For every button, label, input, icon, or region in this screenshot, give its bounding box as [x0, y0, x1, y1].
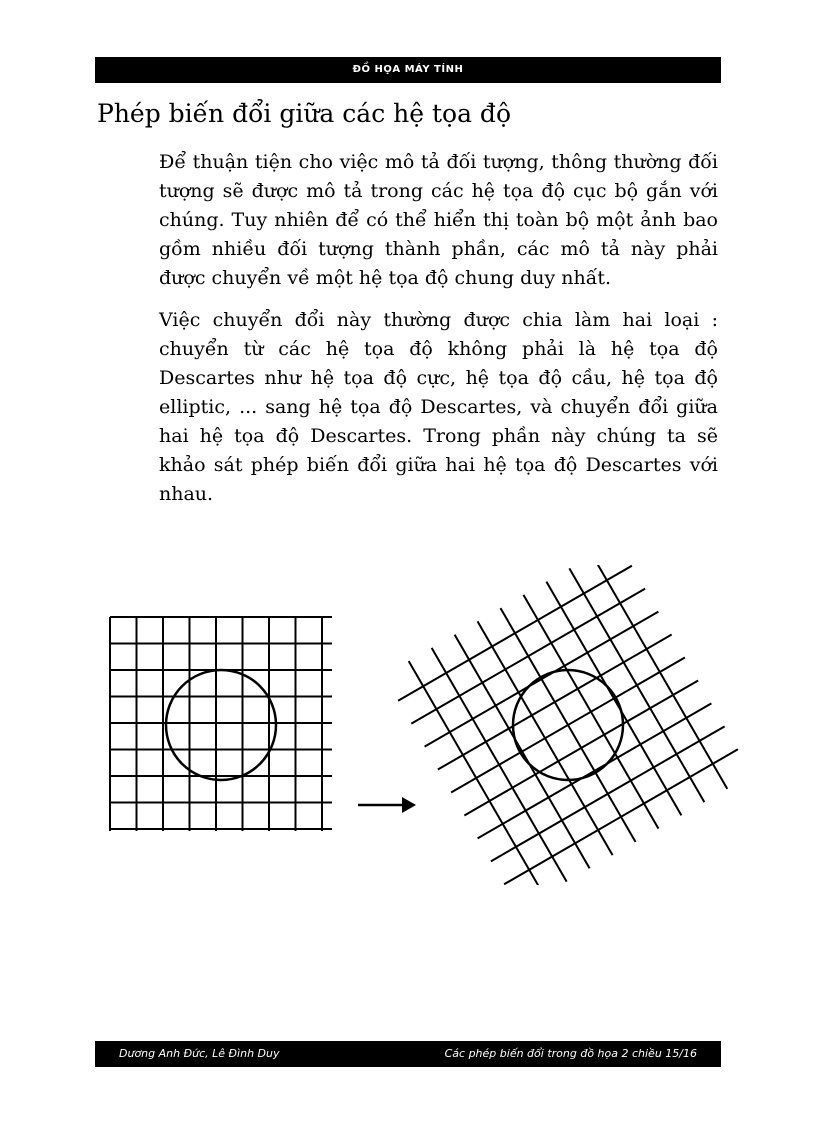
- body-text: [159, 148, 718, 522]
- footer-authors: Dương Anh Đức, Lê Đình Duy: [119, 1047, 280, 1060]
- footer-chapter: Các phép biến đổi trong đồ họa 2 chiều 15/16: [444, 1047, 697, 1060]
- rotated-grid-line-b: [411, 589, 645, 724]
- section-title: Phép biến đổi giữa các hệ tọa độ: [97, 99, 511, 128]
- rotated-grid-icon: [398, 565, 738, 885]
- rotated-grid-line-b: [451, 658, 685, 793]
- page-header: [95, 57, 721, 83]
- cartesian-grid-icon: [110, 617, 332, 831]
- rotated-grid-line-b: [398, 566, 632, 701]
- figure-canvas: [100, 565, 740, 885]
- rotated-grid-line-b: [491, 726, 725, 861]
- rotated-grid-line-b: [464, 680, 698, 815]
- header-title: ĐỒ HỌA MÁY TÍNH: [352, 64, 464, 75]
- arrow-right-icon: [358, 797, 416, 813]
- rotated-grid-line-b: [438, 635, 672, 770]
- paragraph-1: Để thuận tiện cho việc mô tả đối tượng, thông thường đối tượng sẽ được mô tả trong các hệ tọa độ cục bộ gắn với chúng. Tuy nhiên để có thể hiển thị toàn bộ một ảnh bao gồm nhiều đối tượng thành phần, các mô tả này phải được chuyển về một hệ tọa độ chung duy nhất.: [159, 151, 718, 289]
- rotated-grid-line-b: [504, 749, 738, 884]
- circle-icon: [166, 670, 276, 780]
- paragraph-2: Việc chuyển đổi này thường được chia làm hai loại : chuyển từ các hệ tọa độ không phải là hệ tọa độ Descartes như hệ tọa độ cực, hệ tọa độ cầu, hệ tọa độ elliptic, ... sang hệ tọa độ Descartes, và chuyển đổi giữa hai hệ tọa độ Descartes. Trong phần này chúng ta sẽ khảo sát phép biến đổi giữa hai hệ tọa độ Descartes với nhau.: [159, 309, 718, 505]
- page-footer: [95, 1041, 721, 1067]
- coordinate-transform-figure: [100, 565, 740, 885]
